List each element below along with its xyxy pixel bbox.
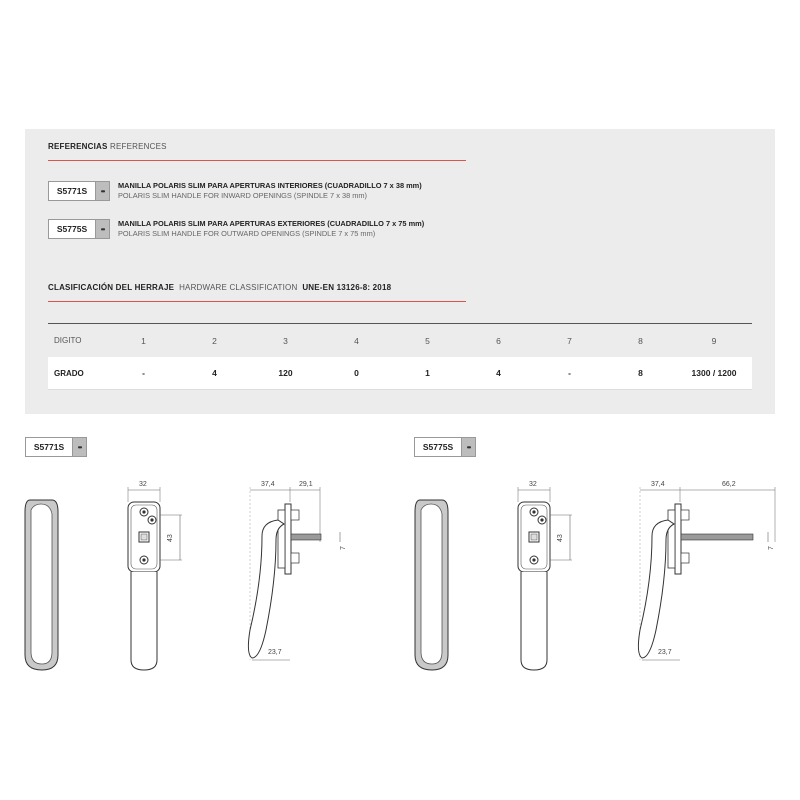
handle-back-view xyxy=(518,481,572,670)
classification-title-en: HARDWARE CLASSIFICATION xyxy=(179,283,298,292)
grade-cell: 8 xyxy=(638,368,643,378)
digit-cell: 6 xyxy=(496,335,501,346)
classification-divider xyxy=(48,301,466,302)
dim-width-label: 32 xyxy=(529,481,537,488)
digit-cell: 2 xyxy=(212,335,217,346)
ref-desc-en: POLARIS SLIM HANDLE FOR OUTWARD OPENINGS (SPINDLE 7 x 75 mm) xyxy=(118,229,376,238)
references-title-en: REFERENCES xyxy=(109,142,167,151)
classification-title-es: CLASIFICACIÓN DEL HERRAJE xyxy=(48,283,175,292)
digit-cell: 1 xyxy=(141,335,146,346)
ref-code-badge xyxy=(48,219,110,239)
finish-dots: •• xyxy=(95,220,109,238)
classification-title xyxy=(48,283,391,292)
dim-hole-spacing-label: 43 xyxy=(557,534,564,542)
finish-dots: •• xyxy=(95,182,109,200)
drawing-tag xyxy=(414,437,476,457)
grade-cell: 4 xyxy=(496,368,501,378)
references-title xyxy=(48,142,167,151)
ref-desc-es: MANILLA POLARIS SLIM PARA APERTURAS EXTERIORES (CUADRADILLO 7 x 75 mm) xyxy=(118,219,425,228)
dim-hole-spacing-label: 43 xyxy=(167,534,174,542)
references-divider xyxy=(48,160,466,161)
handle-front-view xyxy=(25,500,58,670)
grade-cell: - xyxy=(142,368,145,378)
handle-side-view xyxy=(248,481,347,660)
digit-label: DIGITO xyxy=(54,336,82,345)
grade-cell: 1300 / 1200 xyxy=(691,368,737,378)
digit-cell: 5 xyxy=(425,335,430,346)
dim-grip-label: 23,7 xyxy=(268,649,282,656)
references-title-es: REFERENCIAS xyxy=(48,142,108,151)
digit-cell: 7 xyxy=(567,335,572,346)
dim-depth-label: 37,4 xyxy=(261,481,275,488)
ref-code: S5771S xyxy=(56,186,88,196)
ref-code: S5775S xyxy=(56,224,88,234)
digit-cell: 8 xyxy=(638,335,643,346)
digit-cell: 4 xyxy=(354,335,359,346)
dim-grip-label: 23,7 xyxy=(658,649,672,656)
classification-standard: UNE-EN 13126-8: 2018 xyxy=(302,283,392,292)
grade-cell: - xyxy=(568,368,571,378)
handle-front-view xyxy=(415,500,448,670)
classification-table xyxy=(48,323,752,390)
ref-desc-es: MANILLA POLARIS SLIM PARA APERTURAS INTERIORES (CUADRADILLO 7 x 38 mm) xyxy=(118,181,422,190)
grade-cell: 0 xyxy=(354,368,359,378)
dim-spindle-size-label: 7 xyxy=(340,546,347,550)
ref-code: S5771S xyxy=(33,442,65,452)
finish-dots: •• xyxy=(461,438,475,456)
handle-drawing-outward xyxy=(390,470,790,680)
ref-description xyxy=(118,181,422,201)
dim-spindle-label: 29,1 xyxy=(299,481,313,488)
ref-description xyxy=(118,219,424,239)
drawing-tag xyxy=(25,437,87,457)
dim-depth-label: 37,4 xyxy=(651,481,665,488)
grade-cell: 4 xyxy=(212,368,217,378)
handle-back-view xyxy=(128,481,182,670)
handle-side-view xyxy=(638,481,775,660)
dim-spindle-size-label: 7 xyxy=(768,546,775,550)
grade-label: GRADO xyxy=(54,368,84,378)
table-header-row xyxy=(48,324,752,357)
finish-dots: •• xyxy=(72,438,86,456)
ref-desc-en: POLARIS SLIM HANDLE FOR INWARD OPENINGS (SPINDLE 7 x 38 mm) xyxy=(118,191,368,200)
digit-cell: 9 xyxy=(711,335,717,346)
ref-code: S5775S xyxy=(422,442,454,452)
digit-cell: 3 xyxy=(283,335,288,346)
handle-drawing-inward xyxy=(0,470,400,680)
dim-spindle-label: 66,2 xyxy=(722,481,736,488)
dim-width-label: 32 xyxy=(139,481,147,488)
ref-code-badge xyxy=(48,181,110,201)
table-row xyxy=(48,357,752,390)
grade-cell: 1 xyxy=(425,368,430,378)
grade-cell: 120 xyxy=(278,368,293,378)
